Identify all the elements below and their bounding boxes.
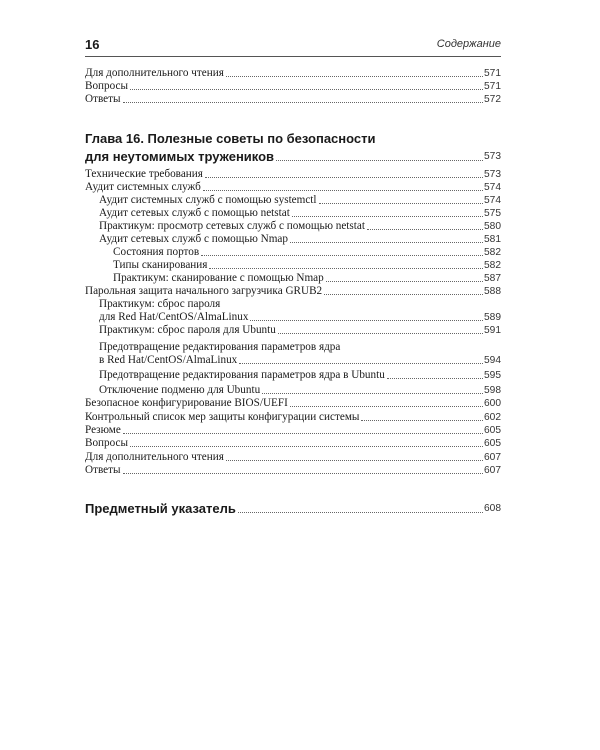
toc-entry-title: Безопасное конфигурирование BIOS/UEFI [85, 397, 288, 409]
chapter-page: 573 [484, 151, 501, 162]
toc-entry-title: Отключение подменю для Ubuntu [99, 384, 261, 396]
toc-entry[interactable] [85, 285, 501, 298]
toc-entry-title: Практикум: сброс пароля для Ubuntu [99, 324, 276, 336]
dot-leader [292, 216, 483, 217]
toc-entry-page: 575 [484, 208, 501, 219]
toc-entry-title: для Red Hat/CentOS/AlmaLinux [99, 311, 249, 323]
header-rule [85, 56, 501, 57]
toc-entry-page: 582 [484, 247, 501, 258]
dot-leader [387, 378, 483, 379]
toc-entry-page: 602 [484, 412, 501, 423]
toc-entry-title: Аудит сетевых служб с помощью Nmap [99, 233, 288, 245]
dot-leader [367, 229, 483, 230]
toc-entry-page: 605 [484, 438, 501, 449]
toc-entry[interactable] [85, 424, 501, 437]
dot-leader [130, 89, 483, 90]
running-title: Содержание [436, 38, 501, 50]
toc-entry-page: 600 [484, 398, 501, 409]
toc-subentry[interactable] [85, 384, 501, 397]
dot-leader [276, 160, 483, 161]
toc-entry-page: 595 [484, 370, 501, 381]
toc-entry[interactable] [85, 451, 501, 464]
toc-entry-title: Вопросы [85, 437, 128, 449]
toc-entry[interactable] [85, 80, 501, 93]
dot-leader [278, 333, 483, 334]
toc-entry[interactable] [85, 397, 501, 410]
page-number: 16 [85, 37, 100, 52]
toc-subentry-line1[interactable]: Предотвращение редактирования параметров ядра [99, 341, 341, 353]
toc-entry-page: 591 [484, 325, 501, 336]
dot-leader [203, 190, 483, 191]
toc-entry-title: Типы сканирования [113, 259, 208, 271]
toc-entry[interactable] [85, 437, 501, 450]
dot-leader [290, 242, 483, 243]
toc-entry-page: 587 [484, 273, 501, 284]
index-entry-title: Предметный указатель [85, 501, 236, 516]
chapter-title-line[interactable] [85, 149, 501, 165]
dot-leader [205, 177, 483, 178]
dot-leader [239, 363, 483, 364]
dot-leader [250, 320, 483, 321]
dot-leader [319, 203, 483, 204]
toc-entry-page: 607 [484, 465, 501, 476]
toc-entry-title: Ответы [85, 93, 121, 105]
dot-leader [123, 102, 483, 103]
toc-subentry-line1[interactable]: Практикум: сброс пароля [99, 298, 221, 310]
toc-entry-title: Ответы [85, 464, 121, 476]
dot-leader [290, 406, 483, 407]
index-entry[interactable] [85, 500, 501, 517]
toc-entry[interactable] [85, 168, 501, 181]
toc-entry-page: 582 [484, 260, 501, 271]
toc-entry-title: Контрольный список мер защиты конфигурации системы [85, 411, 360, 423]
toc-entry-title: Резюме [85, 424, 121, 436]
toc-entry[interactable] [85, 181, 501, 194]
toc-entry-page: 594 [484, 355, 501, 366]
index-entry-page: 608 [484, 503, 501, 514]
dot-leader [361, 420, 483, 421]
toc-entry-page: 588 [484, 286, 501, 297]
toc-entry[interactable] [85, 93, 501, 106]
toc-entry-title: Для дополнительного чтения [85, 67, 224, 79]
dot-leader [209, 268, 483, 269]
dot-leader [238, 512, 483, 513]
running-header [85, 37, 501, 55]
toc-entry-title: Технические требования [85, 168, 203, 180]
toc-entry-title: Практикум: сканирование с помощью Nmap [113, 272, 324, 284]
toc-entry-title: Предотвращение редактирования параметров ядра в Ubuntu [99, 369, 385, 381]
toc-subentry[interactable] [85, 369, 501, 382]
toc-entry-title: Вопросы [85, 80, 128, 92]
toc-subentry[interactable] [85, 220, 501, 233]
toc-entry-page: 573 [484, 169, 501, 180]
toc-entry-title: Аудит сетевых служб с помощью netstat [99, 207, 290, 219]
toc-entry-page: 589 [484, 312, 501, 323]
dot-leader [201, 255, 483, 256]
dot-leader [123, 433, 483, 434]
toc-subentry[interactable] [85, 324, 501, 337]
toc-entry-page: 580 [484, 221, 501, 232]
toc-entry-title: Аудит системных служб с помощью systemctl [99, 194, 317, 206]
toc-subentry[interactable] [85, 354, 501, 367]
toc-entry[interactable] [85, 411, 501, 424]
chapter-title-cont: для неутомимых тружеников [85, 149, 275, 164]
toc-subentry[interactable] [85, 207, 501, 220]
toc-subentry[interactable] [85, 233, 501, 246]
toc-subsubentry[interactable] [85, 246, 501, 259]
dot-leader [324, 294, 483, 295]
toc-entry-page: 571 [484, 81, 501, 92]
dot-leader [123, 473, 483, 474]
toc-entry-page: 581 [484, 234, 501, 245]
toc-subsubentry[interactable] [85, 272, 501, 285]
toc-entry-title: Парольная защита начального загрузчика GRUB2 [85, 285, 323, 297]
dot-leader [226, 76, 483, 77]
toc-subentry[interactable] [85, 194, 501, 207]
toc-entry-title: Состояния портов [113, 246, 200, 258]
toc-entry-page: 572 [484, 94, 501, 105]
toc-entry-page: 571 [484, 68, 501, 79]
toc-subentry[interactable] [85, 311, 501, 324]
toc-entry-title: в Red Hat/CentOS/AlmaLinux [99, 354, 238, 366]
toc-entry-page: 605 [484, 425, 501, 436]
toc-entry-page: 574 [484, 182, 501, 193]
toc-subsubentry[interactable] [85, 259, 501, 272]
dot-leader [326, 281, 483, 282]
toc-entry-page: 598 [484, 385, 501, 396]
toc-entry-title: Для дополнительного чтения [85, 451, 224, 463]
dot-leader [226, 460, 483, 461]
toc-entry-page: 607 [484, 452, 501, 463]
toc-entry[interactable] [85, 464, 501, 477]
chapter-title[interactable]: Глава 16. Полезные советы по безопасности [85, 131, 376, 146]
dot-leader [262, 393, 483, 394]
toc-entry-title: Практикум: просмотр сетевых служб с помощью netstat [99, 220, 365, 232]
dot-leader [130, 446, 483, 447]
toc-entry-page: 574 [484, 195, 501, 206]
toc-entry-title: Аудит системных служб [85, 181, 201, 193]
toc-entry[interactable] [85, 67, 501, 80]
